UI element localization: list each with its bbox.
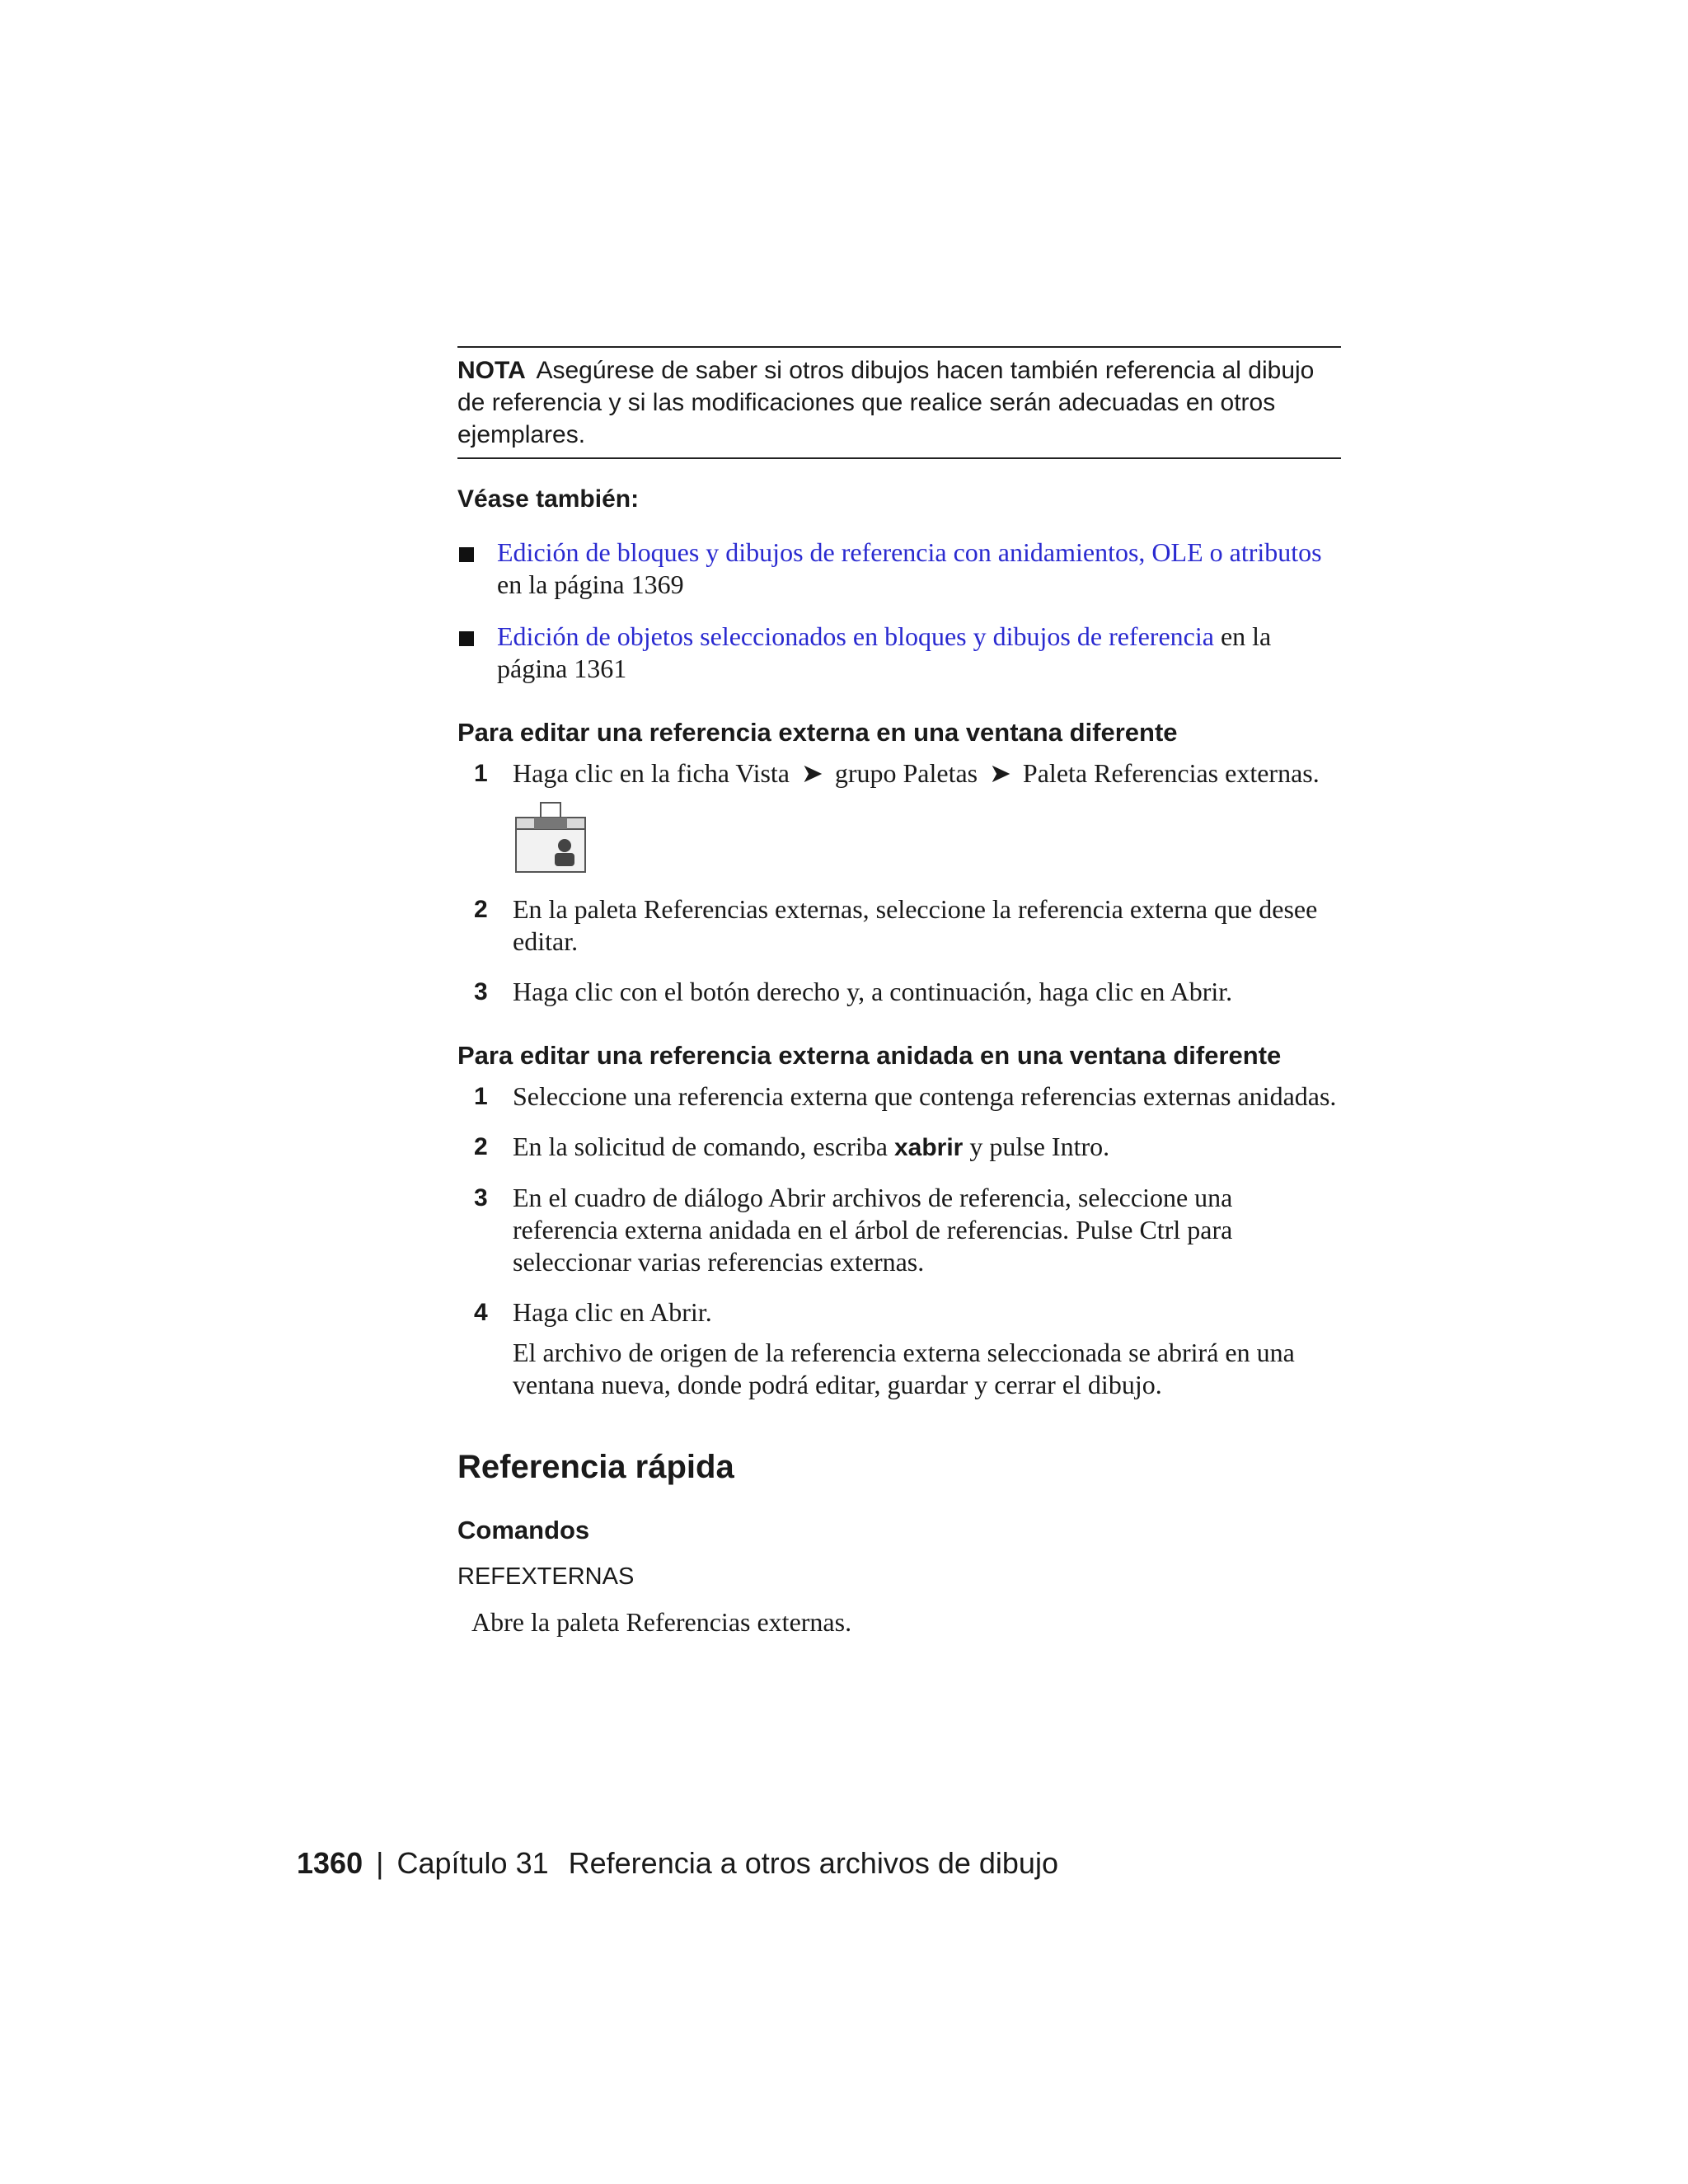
- page-footer: [297, 1846, 1058, 1881]
- step-text: En la paleta Referencias externas, seleccione la referencia externa que desee editar.: [513, 894, 1318, 956]
- chapter-label: Capítulo 31: [396, 1846, 549, 1880]
- see-also-suffix-2: en la página 1361: [497, 621, 1272, 683]
- step-item: [457, 976, 1341, 1008]
- step-number: 1: [474, 1083, 488, 1110]
- step-item: [457, 1182, 1341, 1278]
- step-text: y pulse Intro.: [963, 1132, 1110, 1161]
- step-result-text: El archivo de origen de la referencia externa seleccionada se abrirá en una ventana nueva, donde podrá editar, guardar y cerrar el dibujo.: [513, 1338, 1295, 1399]
- note-box: [457, 346, 1341, 459]
- arrow-icon: ➤: [801, 758, 823, 788]
- chapter-title: Referencia a otros archivos de dibujo: [568, 1846, 1058, 1880]
- step-text: En la solicitud de comando, escriba: [513, 1132, 894, 1161]
- bullet-square-icon: [459, 631, 474, 646]
- page-content: [457, 346, 1341, 1638]
- see-also-link-2[interactable]: Edición de objetos seleccionados en bloques y dibujos de referencia: [497, 621, 1214, 651]
- commands-heading: Comandos: [457, 1516, 590, 1544]
- step-number: 2: [474, 1133, 488, 1160]
- step-number: 1: [474, 760, 488, 787]
- step-item: [457, 1080, 1341, 1113]
- arrow-icon: ➤: [989, 758, 1011, 788]
- command-description: Abre la paleta Referencias externas.: [471, 1607, 852, 1637]
- step-text: Haga clic en Abrir.: [513, 1297, 712, 1327]
- step-item: [457, 893, 1341, 958]
- list-item: [457, 537, 1341, 601]
- list-item: [457, 621, 1341, 685]
- note-text: Asegúrese de saber si otros dibujos hacen también referencia al dibujo de referencia y si las modificaciones que realice serán adecuadas en otros ejemplares.: [457, 357, 1315, 448]
- quick-reference-title: Referencia rápida: [457, 1449, 734, 1485]
- step-number: 3: [474, 1184, 488, 1212]
- note-label: NOTA: [457, 357, 526, 384]
- step-item: [457, 757, 1341, 875]
- see-also-list: [457, 537, 1341, 685]
- step-text: Haga clic con el botón derecho y, a continuación, haga clic en Abrir.: [513, 977, 1233, 1006]
- page-number: 1360: [297, 1846, 363, 1880]
- step-item: [457, 1131, 1341, 1164]
- procedure2-steps: [457, 1080, 1341, 1401]
- step-item: [457, 1296, 1341, 1401]
- external-references-palette-icon[interactable]: [513, 799, 588, 875]
- see-also-suffix-1: en la página 1369: [497, 569, 684, 599]
- step-text: En el cuadro de diálogo Abrir archivos de referencia, seleccione una referencia externa anidada en el árbol de referencias. Pulse Ctrl para seleccionar varias referencias externas.: [513, 1183, 1233, 1277]
- procedure2-title: Para editar una referencia externa anidada en una ventana diferente: [457, 1041, 1282, 1070]
- step-text-part: Paleta Referencias externas.: [1022, 758, 1320, 788]
- step-text-part: Haga clic en la ficha Vista: [513, 758, 790, 788]
- step-text: Seleccione una referencia externa que contenga referencias externas anidadas.: [513, 1081, 1337, 1111]
- step-text-part: grupo Paletas: [834, 758, 978, 788]
- command-name: REFEXTERNAS: [457, 1563, 635, 1590]
- procedure1-steps: [457, 757, 1341, 1008]
- command-keyword: xabrir: [893, 1134, 964, 1161]
- see-also-heading: Véase también:: [457, 485, 640, 513]
- step-number: 3: [474, 978, 488, 1005]
- procedure1-title: Para editar una referencia externa en una ventana diferente: [457, 718, 1178, 747]
- see-also-link-1[interactable]: Edición de bloques y dibujos de referencia con anidamientos, OLE o atributos: [497, 537, 1322, 567]
- footer-separator: |: [376, 1846, 384, 1880]
- bullet-square-icon: [459, 547, 474, 562]
- step-number: 4: [474, 1299, 488, 1326]
- step-number: 2: [474, 896, 488, 923]
